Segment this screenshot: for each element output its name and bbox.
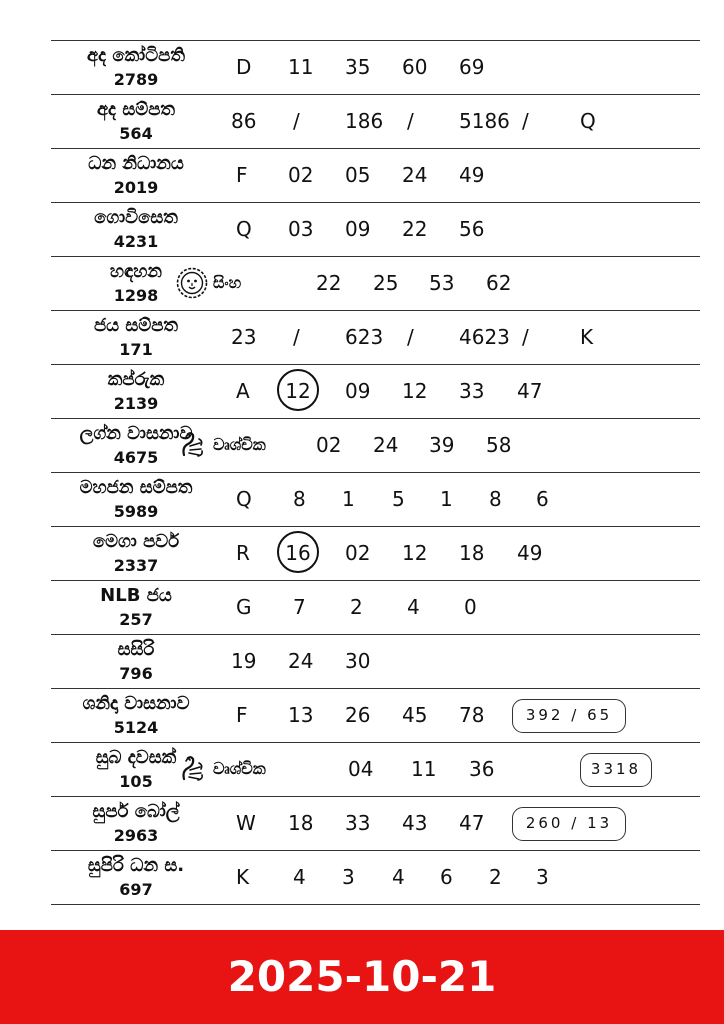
result-value: 49 xyxy=(517,541,543,565)
lottery-name: සුපිරි ධන ස. xyxy=(87,855,185,876)
result-value: 36 xyxy=(469,757,495,781)
draw-number: 171 xyxy=(119,340,153,359)
result-value: 623 xyxy=(345,325,384,349)
result-value: 11 xyxy=(411,757,437,781)
result-value: 78 xyxy=(459,703,485,727)
result-value: G xyxy=(236,595,252,619)
draw-number: 5989 xyxy=(113,502,159,521)
result-value: 24 xyxy=(402,163,428,187)
result-row xyxy=(51,257,700,311)
result-value: 47 xyxy=(459,811,485,835)
lottery-name: ජය සම්පත xyxy=(93,315,179,336)
result-value: 02 xyxy=(316,433,342,457)
result-row xyxy=(51,527,700,581)
lottery-name: සුබ දවසක් xyxy=(95,747,177,768)
draw-number: 2963 xyxy=(113,826,159,845)
result-value: 60 xyxy=(402,55,428,79)
result-value: 8 xyxy=(293,487,306,511)
draw-number: 2789 xyxy=(113,70,159,89)
result-row xyxy=(51,41,700,95)
zodiac-label: වෘශ්චික xyxy=(213,435,266,454)
result-value: 6 xyxy=(440,865,453,889)
result-value: 11 xyxy=(288,55,314,79)
lottery-name: අද කෝටිපති xyxy=(87,45,185,66)
result-row xyxy=(51,797,700,851)
draw-number: 697 xyxy=(119,880,153,899)
result-value: 1 xyxy=(440,487,453,511)
result-row xyxy=(51,419,700,473)
result-value: 02 xyxy=(288,163,314,187)
lottery-name: ගොවිසෙත xyxy=(94,207,178,228)
lottery-name: ධන නිධානය xyxy=(88,153,184,174)
result-value: 86 xyxy=(231,109,257,133)
result-value: 09 xyxy=(345,379,371,403)
result-row xyxy=(51,149,700,203)
lion-icon xyxy=(176,267,208,299)
separator: / xyxy=(293,109,300,133)
result-value: 03 xyxy=(288,217,314,241)
lottery-name: සුපර් බෝල් xyxy=(92,801,180,822)
lottery-name: අද සම්පත xyxy=(96,99,176,120)
lottery-name: මහජන සම්පත xyxy=(79,477,193,498)
draw-number: 4675 xyxy=(113,448,159,467)
result-value: 12 xyxy=(402,379,428,403)
result-value: 4 xyxy=(407,595,420,619)
result-value: 30 xyxy=(345,649,371,673)
result-value: 2 xyxy=(489,865,502,889)
result-value: 09 xyxy=(345,217,371,241)
result-value: 4 xyxy=(293,865,306,889)
result-row xyxy=(51,743,700,797)
date-banner xyxy=(0,930,724,1024)
result-value: 35 xyxy=(345,55,371,79)
result-value: 53 xyxy=(429,271,455,295)
result-value: Q xyxy=(236,487,252,511)
result-value: 8 xyxy=(489,487,502,511)
result-value: 43 xyxy=(402,811,428,835)
result-value: Q xyxy=(236,217,252,241)
result-value: K xyxy=(580,325,594,349)
draw-number: 1298 xyxy=(113,286,159,305)
separator: / xyxy=(522,325,529,349)
lottery-name: කප්රුක xyxy=(107,369,165,390)
result-value: 58 xyxy=(486,433,512,457)
result-value: 13 xyxy=(288,703,314,727)
draw-number: 564 xyxy=(119,124,153,143)
result-value: K xyxy=(236,865,250,889)
draw-number: 5124 xyxy=(113,718,159,737)
result-value: 2 xyxy=(350,595,363,619)
separator: / xyxy=(293,325,300,349)
bonus-number: 12 xyxy=(277,369,319,411)
result-value: 02 xyxy=(345,541,371,565)
special-number-box: 392 / 65 xyxy=(512,699,626,733)
result-value: 45 xyxy=(402,703,428,727)
lottery-name: ලග්න වාසනාව xyxy=(79,423,193,444)
scorpion-icon xyxy=(176,429,208,461)
lottery-name: NLB ජය xyxy=(100,585,172,606)
result-value: 19 xyxy=(231,649,257,673)
scorpion-icon xyxy=(176,753,208,785)
special-number-box: 3318 xyxy=(580,753,652,787)
result-row xyxy=(51,851,700,905)
result-value: 0 xyxy=(464,595,477,619)
result-value: 39 xyxy=(429,433,455,457)
result-value: 23 xyxy=(231,325,257,349)
result-value: 4 xyxy=(392,865,405,889)
special-number-box: 260 / 13 xyxy=(512,807,626,841)
result-value: 18 xyxy=(288,811,314,835)
result-row xyxy=(51,581,700,635)
result-row xyxy=(51,203,700,257)
result-value: 62 xyxy=(486,271,512,295)
result-row xyxy=(51,635,700,689)
result-value: 6 xyxy=(536,487,549,511)
result-value: 33 xyxy=(345,811,371,835)
result-row xyxy=(51,689,700,743)
result-value: 05 xyxy=(345,163,371,187)
draw-number: 2139 xyxy=(113,394,159,413)
lottery-name: සසිරි xyxy=(117,639,155,660)
lottery-name: හඳහන xyxy=(109,261,163,282)
result-row xyxy=(51,95,700,149)
bonus-number: 16 xyxy=(277,531,319,573)
result-value: 24 xyxy=(373,433,399,457)
result-value: 04 xyxy=(348,757,374,781)
result-value: 7 xyxy=(293,595,306,619)
draw-date: 2025-10-21 xyxy=(227,952,497,1001)
result-value: 3 xyxy=(536,865,549,889)
separator: / xyxy=(407,325,414,349)
result-value: 22 xyxy=(316,271,342,295)
draw-number: 4231 xyxy=(113,232,159,251)
result-value: 22 xyxy=(402,217,428,241)
result-value: 33 xyxy=(459,379,485,403)
result-value: R xyxy=(236,541,250,565)
result-value: A xyxy=(236,379,250,403)
result-value: Q xyxy=(580,109,596,133)
result-value: 5186 xyxy=(459,109,510,133)
result-value: 69 xyxy=(459,55,485,79)
result-value: 3 xyxy=(342,865,355,889)
result-value: 25 xyxy=(373,271,399,295)
result-row xyxy=(51,473,700,527)
draw-number: 796 xyxy=(119,664,153,683)
result-value: 56 xyxy=(459,217,485,241)
result-value: 1 xyxy=(342,487,355,511)
result-row xyxy=(51,365,700,419)
result-row xyxy=(51,311,700,365)
lottery-name: ශනිදා වාසනාව xyxy=(82,693,190,714)
result-value: 47 xyxy=(517,379,543,403)
result-value: 18 xyxy=(459,541,485,565)
separator: / xyxy=(407,109,414,133)
result-value: F xyxy=(236,163,248,187)
result-value: 4623 xyxy=(459,325,510,349)
draw-number: 2019 xyxy=(113,178,159,197)
draw-number: 2337 xyxy=(113,556,159,575)
result-value: 49 xyxy=(459,163,485,187)
draw-number: 257 xyxy=(119,610,153,629)
result-value: 186 xyxy=(345,109,384,133)
result-value: 26 xyxy=(345,703,371,727)
zodiac-label: සිංහ xyxy=(213,273,242,292)
zodiac-label: වෘශ්චික xyxy=(213,759,266,778)
draw-number: 105 xyxy=(119,772,153,791)
result-value: D xyxy=(236,55,252,79)
lottery-name: මෙගා පවර් xyxy=(92,531,180,552)
result-value: 12 xyxy=(402,541,428,565)
result-value: F xyxy=(236,703,248,727)
result-value: 5 xyxy=(392,487,405,511)
separator: / xyxy=(522,109,529,133)
result-value: 24 xyxy=(288,649,314,673)
results-table xyxy=(51,40,700,905)
result-value: W xyxy=(236,811,256,835)
